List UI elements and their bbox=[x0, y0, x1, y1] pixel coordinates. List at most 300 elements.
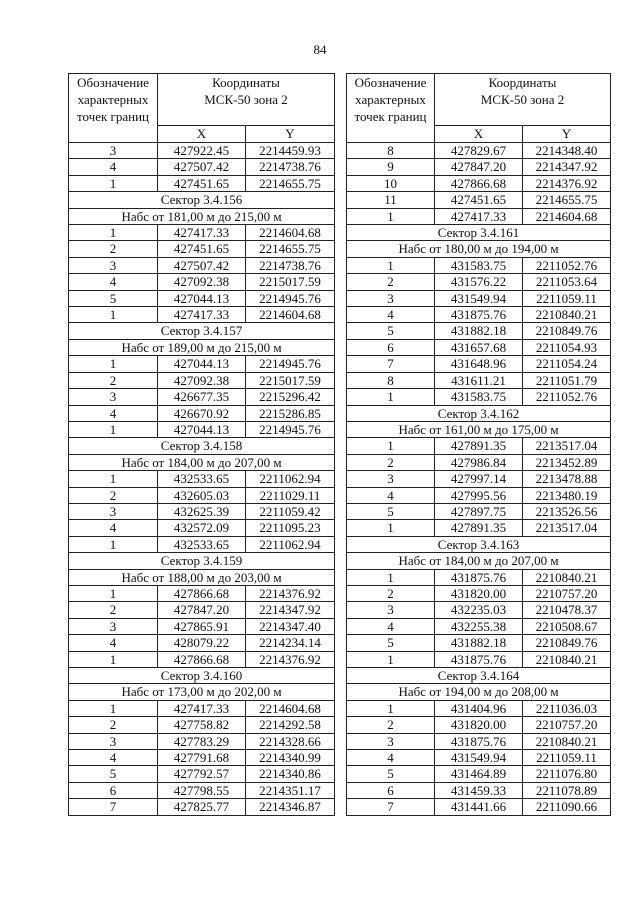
point-number-cell: 2 bbox=[69, 372, 158, 388]
point-number-cell: 4 bbox=[347, 307, 435, 323]
point-number-cell: 1 bbox=[347, 257, 435, 273]
y-coordinate-cell: 2210840.21 bbox=[523, 307, 611, 323]
y-coordinate-cell: 2214945.76 bbox=[246, 290, 335, 306]
y-coordinate-cell: 2214376.92 bbox=[246, 651, 335, 667]
sector-caption: Сектор 3.4.156 bbox=[69, 192, 335, 208]
x-coordinate-cell: 427866.68 bbox=[158, 585, 246, 601]
sector-caption: Набс от 180,00 м до 194,00 м bbox=[347, 241, 611, 257]
x-coordinate-cell: 427997.14 bbox=[435, 471, 523, 487]
sector-row bbox=[347, 536, 611, 552]
y-coordinate-cell: 2214340.99 bbox=[246, 750, 335, 766]
point-number-cell: 2 bbox=[69, 241, 158, 257]
x-coordinate-cell: 431820.00 bbox=[435, 585, 523, 601]
x-coordinate-cell: 428079.22 bbox=[158, 635, 246, 651]
table-row bbox=[69, 799, 335, 815]
point-number-cell: 5 bbox=[347, 323, 435, 339]
point-number-cell: 5 bbox=[347, 503, 435, 519]
y-coordinate-cell: 2214351.17 bbox=[246, 782, 335, 798]
point-number-cell: 4 bbox=[69, 405, 158, 421]
x-coordinate-cell: 427044.13 bbox=[158, 290, 246, 306]
x-coordinate-cell: 431882.18 bbox=[435, 323, 523, 339]
point-number-cell: 3 bbox=[347, 290, 435, 306]
y-coordinate-cell: 2214655.75 bbox=[246, 175, 335, 191]
x-coordinate-cell: 431882.18 bbox=[435, 635, 523, 651]
y-coordinate-cell: 2211059.11 bbox=[523, 750, 611, 766]
x-coordinate-cell: 431576.22 bbox=[435, 274, 523, 290]
y-coordinate-cell: 2210508.67 bbox=[523, 618, 611, 634]
point-number-cell: 4 bbox=[69, 635, 158, 651]
column-x-header: X bbox=[158, 126, 246, 143]
y-coordinate-cell: 2214376.92 bbox=[523, 175, 611, 191]
point-number-cell: 2 bbox=[347, 454, 435, 470]
y-coordinate-cell: 2211036.03 bbox=[523, 700, 611, 716]
table-row bbox=[347, 438, 611, 454]
x-coordinate-cell: 431404.96 bbox=[435, 700, 523, 716]
y-coordinate-cell: 2214234.14 bbox=[246, 635, 335, 651]
table-row bbox=[69, 175, 335, 191]
sector-caption: Сектор 3.4.161 bbox=[347, 225, 611, 241]
coordinates-header bbox=[435, 74, 611, 126]
point-number-cell: 1 bbox=[347, 569, 435, 585]
y-coordinate-cell: 2214655.75 bbox=[246, 241, 335, 257]
point-number-cell: 4 bbox=[69, 274, 158, 290]
y-coordinate-cell: 2211052.76 bbox=[523, 389, 611, 405]
point-number-cell: 5 bbox=[69, 766, 158, 782]
table-row bbox=[347, 733, 611, 749]
y-coordinate-cell: 2214347.40 bbox=[246, 618, 335, 634]
table-row bbox=[69, 143, 335, 159]
y-coordinate-cell: 2214604.68 bbox=[523, 208, 611, 224]
table-row bbox=[69, 274, 335, 290]
point-number-cell: 11 bbox=[347, 192, 435, 208]
table-header-row bbox=[69, 74, 335, 126]
y-coordinate-cell: 2211051.79 bbox=[523, 372, 611, 388]
table-row bbox=[347, 356, 611, 372]
y-coordinate-cell: 2211059.11 bbox=[523, 290, 611, 306]
table-row bbox=[347, 700, 611, 716]
table-row bbox=[69, 520, 335, 536]
table-row bbox=[69, 225, 335, 241]
table-row bbox=[347, 159, 611, 175]
point-number-cell: 1 bbox=[69, 700, 158, 716]
table-row bbox=[69, 503, 335, 519]
y-coordinate-cell: 2211059.42 bbox=[246, 503, 335, 519]
column-y-header: Y bbox=[246, 126, 335, 143]
point-label-header bbox=[347, 74, 435, 143]
sector-caption: Набс от 184,00 м до 207,00 м bbox=[347, 553, 611, 569]
x-coordinate-cell: 427092.38 bbox=[158, 372, 246, 388]
x-coordinate-cell: 427866.68 bbox=[435, 175, 523, 191]
x-coordinate-cell: 427891.35 bbox=[435, 438, 523, 454]
y-coordinate-cell: 2213517.04 bbox=[523, 520, 611, 536]
point-number-cell: 1 bbox=[69, 421, 158, 437]
table-row bbox=[347, 323, 611, 339]
sector-caption: Сектор 3.4.164 bbox=[347, 668, 611, 684]
x-coordinate-cell: 427417.33 bbox=[435, 208, 523, 224]
sector-row bbox=[347, 421, 611, 437]
x-coordinate-cell: 431875.76 bbox=[435, 307, 523, 323]
point-number-cell: 2 bbox=[347, 585, 435, 601]
x-coordinate-cell: 427847.20 bbox=[158, 602, 246, 618]
x-coordinate-cell: 427092.38 bbox=[158, 274, 246, 290]
point-number-cell: 1 bbox=[69, 536, 158, 552]
table-row bbox=[347, 602, 611, 618]
x-coordinate-cell: 431657.68 bbox=[435, 339, 523, 355]
y-coordinate-cell: 2211062.94 bbox=[246, 536, 335, 552]
y-coordinate-cell: 2214459.93 bbox=[246, 143, 335, 159]
point-number-cell: 2 bbox=[347, 717, 435, 733]
y-coordinate-cell: 2214347.92 bbox=[246, 602, 335, 618]
point-number-cell: 7 bbox=[69, 799, 158, 815]
x-coordinate-cell: 432572.09 bbox=[158, 520, 246, 536]
coordinates-header-system: МСК-50 зона 2 bbox=[204, 92, 288, 107]
point-number-cell: 1 bbox=[69, 651, 158, 667]
y-coordinate-cell: 2215286.85 bbox=[246, 405, 335, 421]
table-row bbox=[347, 257, 611, 273]
y-coordinate-cell: 2210849.76 bbox=[523, 635, 611, 651]
sector-row bbox=[69, 438, 335, 454]
y-coordinate-cell: 2211090.66 bbox=[523, 799, 611, 815]
coordinates-table-left bbox=[68, 73, 335, 816]
table-row bbox=[69, 159, 335, 175]
x-coordinate-cell: 427995.56 bbox=[435, 487, 523, 503]
sector-row bbox=[347, 225, 611, 241]
y-coordinate-cell: 2211062.94 bbox=[246, 471, 335, 487]
x-coordinate-cell: 427829.67 bbox=[435, 143, 523, 159]
table-row bbox=[347, 208, 611, 224]
x-coordinate-cell: 431549.94 bbox=[435, 750, 523, 766]
table-row bbox=[69, 700, 335, 716]
point-number-cell: 4 bbox=[69, 750, 158, 766]
point-number-cell: 3 bbox=[69, 618, 158, 634]
table-row bbox=[347, 192, 611, 208]
point-number-cell: 4 bbox=[69, 159, 158, 175]
sector-caption: Сектор 3.4.157 bbox=[69, 323, 335, 339]
table-row bbox=[69, 651, 335, 667]
sector-row bbox=[69, 454, 335, 470]
point-number-cell: 1 bbox=[69, 225, 158, 241]
table-row bbox=[347, 143, 611, 159]
x-coordinate-cell: 427866.68 bbox=[158, 651, 246, 667]
y-coordinate-cell: 2214945.76 bbox=[246, 421, 335, 437]
x-coordinate-cell: 431583.75 bbox=[435, 257, 523, 273]
sector-caption: Сектор 3.4.163 bbox=[347, 536, 611, 552]
sector-row bbox=[69, 684, 335, 700]
table-row bbox=[69, 766, 335, 782]
y-coordinate-cell: 2214604.68 bbox=[246, 225, 335, 241]
point-number-cell: 10 bbox=[347, 175, 435, 191]
y-coordinate-cell: 2214348.40 bbox=[523, 143, 611, 159]
sector-row bbox=[69, 339, 335, 355]
y-coordinate-cell: 2210478.37 bbox=[523, 602, 611, 618]
x-coordinate-cell: 427451.65 bbox=[435, 192, 523, 208]
coordinates-table-right bbox=[346, 73, 611, 816]
y-coordinate-cell: 2210757.20 bbox=[523, 717, 611, 733]
sector-row bbox=[347, 668, 611, 684]
point-number-cell: 3 bbox=[347, 471, 435, 487]
y-coordinate-cell: 2213452.89 bbox=[523, 454, 611, 470]
x-coordinate-cell: 427044.13 bbox=[158, 421, 246, 437]
sector-row bbox=[69, 569, 335, 585]
point-number-cell: 8 bbox=[347, 372, 435, 388]
y-coordinate-cell: 2210757.20 bbox=[523, 585, 611, 601]
point-number-cell: 3 bbox=[347, 733, 435, 749]
y-coordinate-cell: 2210840.21 bbox=[523, 733, 611, 749]
y-coordinate-cell: 2214346.87 bbox=[246, 799, 335, 815]
x-coordinate-cell: 427417.33 bbox=[158, 225, 246, 241]
y-coordinate-cell: 2213480.19 bbox=[523, 487, 611, 503]
header-label-line: точек границ bbox=[354, 109, 427, 124]
sector-row bbox=[347, 241, 611, 257]
y-coordinate-cell: 2210840.21 bbox=[523, 651, 611, 667]
coordinates-header-system: МСК-50 зона 2 bbox=[480, 92, 565, 107]
page-number: 84 bbox=[313, 42, 327, 57]
sector-row bbox=[69, 553, 335, 569]
x-coordinate-cell: 431459.33 bbox=[435, 782, 523, 798]
x-coordinate-cell: 431549.94 bbox=[435, 290, 523, 306]
sector-row bbox=[347, 684, 611, 700]
table-row bbox=[347, 290, 611, 306]
table-row bbox=[69, 290, 335, 306]
point-number-cell: 1 bbox=[347, 651, 435, 667]
column-y-header: Y bbox=[523, 126, 611, 143]
x-coordinate-cell: 432625.39 bbox=[158, 503, 246, 519]
y-coordinate-cell: 2214340.86 bbox=[246, 766, 335, 782]
x-coordinate-cell: 427783.29 bbox=[158, 733, 246, 749]
table-row bbox=[347, 717, 611, 733]
x-coordinate-cell: 427417.33 bbox=[158, 700, 246, 716]
point-number-cell: 7 bbox=[347, 356, 435, 372]
header-label-line: характерных bbox=[77, 92, 149, 107]
point-number-cell: 5 bbox=[69, 290, 158, 306]
point-number-cell: 3 bbox=[69, 503, 158, 519]
header-label-line: точек границ bbox=[76, 109, 150, 124]
point-number-cell: 6 bbox=[69, 782, 158, 798]
header-label-line: Обозначение bbox=[77, 75, 149, 90]
x-coordinate-cell: 431648.96 bbox=[435, 356, 523, 372]
y-coordinate-cell: 2214604.68 bbox=[246, 700, 335, 716]
x-coordinate-cell: 427507.42 bbox=[158, 159, 246, 175]
table-row bbox=[347, 454, 611, 470]
table-row bbox=[69, 257, 335, 273]
y-coordinate-cell: 2211054.93 bbox=[523, 339, 611, 355]
table-row bbox=[69, 782, 335, 798]
point-number-cell: 7 bbox=[347, 799, 435, 815]
point-number-cell: 4 bbox=[347, 487, 435, 503]
header-label-line: характерных bbox=[355, 92, 426, 107]
sector-row bbox=[347, 553, 611, 569]
table-row bbox=[347, 569, 611, 585]
y-coordinate-cell: 2213526.56 bbox=[523, 503, 611, 519]
table-row bbox=[347, 585, 611, 601]
y-coordinate-cell: 2215017.59 bbox=[246, 372, 335, 388]
point-number-cell: 3 bbox=[69, 143, 158, 159]
table-row bbox=[347, 651, 611, 667]
x-coordinate-cell: 432235.03 bbox=[435, 602, 523, 618]
table-row bbox=[69, 536, 335, 552]
x-coordinate-cell: 431875.76 bbox=[435, 733, 523, 749]
point-number-cell: 1 bbox=[69, 585, 158, 601]
y-coordinate-cell: 2213478.88 bbox=[523, 471, 611, 487]
table-row bbox=[69, 733, 335, 749]
x-coordinate-cell: 431611.21 bbox=[435, 372, 523, 388]
table-body bbox=[347, 74, 611, 816]
y-coordinate-cell: 2210840.21 bbox=[523, 569, 611, 585]
x-coordinate-cell: 432255.38 bbox=[435, 618, 523, 634]
y-coordinate-cell: 2214738.76 bbox=[246, 257, 335, 273]
sector-row bbox=[69, 208, 335, 224]
x-coordinate-cell: 427986.84 bbox=[435, 454, 523, 470]
point-number-cell: 9 bbox=[347, 159, 435, 175]
sector-row bbox=[69, 668, 335, 684]
table-row bbox=[347, 520, 611, 536]
table-row bbox=[347, 175, 611, 191]
y-coordinate-cell: 2214376.92 bbox=[246, 585, 335, 601]
x-coordinate-cell: 431875.76 bbox=[435, 651, 523, 667]
table-row bbox=[69, 405, 335, 421]
table-row bbox=[347, 618, 611, 634]
table-row bbox=[69, 241, 335, 257]
point-label-header bbox=[69, 74, 158, 143]
x-coordinate-cell: 427825.77 bbox=[158, 799, 246, 815]
x-coordinate-cell: 427792.57 bbox=[158, 766, 246, 782]
table-row bbox=[69, 717, 335, 733]
x-coordinate-cell: 427044.13 bbox=[158, 356, 246, 372]
x-coordinate-cell: 432605.03 bbox=[158, 487, 246, 503]
table-row bbox=[347, 782, 611, 798]
y-coordinate-cell: 2211076.80 bbox=[523, 766, 611, 782]
point-number-cell: 5 bbox=[347, 766, 435, 782]
y-coordinate-cell: 2214738.76 bbox=[246, 159, 335, 175]
y-coordinate-cell: 2211052.76 bbox=[523, 257, 611, 273]
point-number-cell: 6 bbox=[347, 782, 435, 798]
y-coordinate-cell: 2215296.42 bbox=[246, 389, 335, 405]
table-row bbox=[347, 766, 611, 782]
x-coordinate-cell: 431583.75 bbox=[435, 389, 523, 405]
table-row bbox=[347, 372, 611, 388]
point-number-cell: 1 bbox=[347, 520, 435, 536]
table-row bbox=[69, 585, 335, 601]
y-coordinate-cell: 2214945.76 bbox=[246, 356, 335, 372]
table-row bbox=[69, 618, 335, 634]
y-coordinate-cell: 2214604.68 bbox=[246, 307, 335, 323]
x-coordinate-cell: 427758.82 bbox=[158, 717, 246, 733]
table-header-row bbox=[347, 74, 611, 126]
x-coordinate-cell: 427798.55 bbox=[158, 782, 246, 798]
sector-caption: Сектор 3.4.160 bbox=[69, 668, 335, 684]
table-row bbox=[69, 602, 335, 618]
point-number-cell: 3 bbox=[347, 602, 435, 618]
x-coordinate-cell: 427417.33 bbox=[158, 307, 246, 323]
y-coordinate-cell: 2213517.04 bbox=[523, 438, 611, 454]
point-number-cell: 1 bbox=[69, 307, 158, 323]
x-coordinate-cell: 427451.65 bbox=[158, 175, 246, 191]
header-label-line: Обозначение bbox=[354, 75, 427, 90]
x-coordinate-cell: 432533.65 bbox=[158, 536, 246, 552]
point-number-cell: 2 bbox=[69, 717, 158, 733]
y-coordinate-cell: 2214292.58 bbox=[246, 717, 335, 733]
sector-caption: Набс от 173,00 м до 202,00 м bbox=[69, 684, 335, 700]
point-number-cell: 2 bbox=[347, 274, 435, 290]
point-number-cell: 1 bbox=[69, 175, 158, 191]
y-coordinate-cell: 2210849.76 bbox=[523, 323, 611, 339]
point-number-cell: 5 bbox=[347, 635, 435, 651]
table-row bbox=[347, 635, 611, 651]
sector-caption: Набс от 184,00 м до 207,00 м bbox=[69, 454, 335, 470]
sector-caption: Набс от 161,00 м до 175,00 м bbox=[347, 421, 611, 437]
y-coordinate-cell: 2214347.92 bbox=[523, 159, 611, 175]
point-number-cell: 3 bbox=[69, 257, 158, 273]
sector-row bbox=[69, 323, 335, 339]
table-row bbox=[69, 389, 335, 405]
x-coordinate-cell: 431464.89 bbox=[435, 766, 523, 782]
table-row bbox=[347, 750, 611, 766]
sector-caption: Сектор 3.4.162 bbox=[347, 405, 611, 421]
y-coordinate-cell: 2211054.24 bbox=[523, 356, 611, 372]
point-number-cell: 3 bbox=[69, 733, 158, 749]
coordinates-header-title: Координаты bbox=[212, 75, 280, 90]
sector-row bbox=[69, 192, 335, 208]
y-coordinate-cell: 2214655.75 bbox=[523, 192, 611, 208]
table-row bbox=[347, 503, 611, 519]
x-coordinate-cell: 432533.65 bbox=[158, 471, 246, 487]
column-x-header: X bbox=[435, 126, 523, 143]
x-coordinate-cell: 427891.35 bbox=[435, 520, 523, 536]
point-number-cell: 1 bbox=[347, 438, 435, 454]
y-coordinate-cell: 2211029.11 bbox=[246, 487, 335, 503]
table-row bbox=[347, 389, 611, 405]
x-coordinate-cell: 427847.20 bbox=[435, 159, 523, 175]
sector-caption: Набс от 188,00 м до 203,00 м bbox=[69, 569, 335, 585]
table-row bbox=[347, 307, 611, 323]
table-row bbox=[69, 372, 335, 388]
table-row bbox=[347, 487, 611, 503]
x-coordinate-cell: 426670.92 bbox=[158, 405, 246, 421]
coordinates-header bbox=[158, 74, 335, 126]
sector-caption: Набс от 189,00 м до 215,00 м bbox=[69, 339, 335, 355]
point-number-cell: 6 bbox=[347, 339, 435, 355]
y-coordinate-cell: 2214328.66 bbox=[246, 733, 335, 749]
x-coordinate-cell: 427865.91 bbox=[158, 618, 246, 634]
table-row bbox=[69, 487, 335, 503]
coordinates-header-title: Координаты bbox=[488, 75, 557, 90]
x-coordinate-cell: 431820.00 bbox=[435, 717, 523, 733]
y-coordinate-cell: 2211095.23 bbox=[246, 520, 335, 536]
table-row bbox=[347, 339, 611, 355]
table-row bbox=[69, 635, 335, 651]
table-body bbox=[69, 74, 335, 816]
x-coordinate-cell: 427451.65 bbox=[158, 241, 246, 257]
table-row bbox=[69, 307, 335, 323]
x-coordinate-cell: 427791.68 bbox=[158, 750, 246, 766]
point-number-cell: 1 bbox=[69, 471, 158, 487]
point-number-cell: 1 bbox=[347, 389, 435, 405]
table-row bbox=[69, 471, 335, 487]
point-number-cell: 8 bbox=[347, 143, 435, 159]
table-row bbox=[347, 471, 611, 487]
sector-caption: Набс от 194,00 м до 208,00 м bbox=[347, 684, 611, 700]
table-row bbox=[69, 421, 335, 437]
x-coordinate-cell: 427897.75 bbox=[435, 503, 523, 519]
point-number-cell: 4 bbox=[347, 618, 435, 634]
x-coordinate-cell: 427507.42 bbox=[158, 257, 246, 273]
table-row bbox=[69, 750, 335, 766]
sector-caption: Сектор 3.4.158 bbox=[69, 438, 335, 454]
y-coordinate-cell: 2211078.89 bbox=[523, 782, 611, 798]
point-number-cell: 4 bbox=[347, 750, 435, 766]
sector-caption: Набс от 181,00 м до 215,00 м bbox=[69, 208, 335, 224]
table-row bbox=[69, 356, 335, 372]
